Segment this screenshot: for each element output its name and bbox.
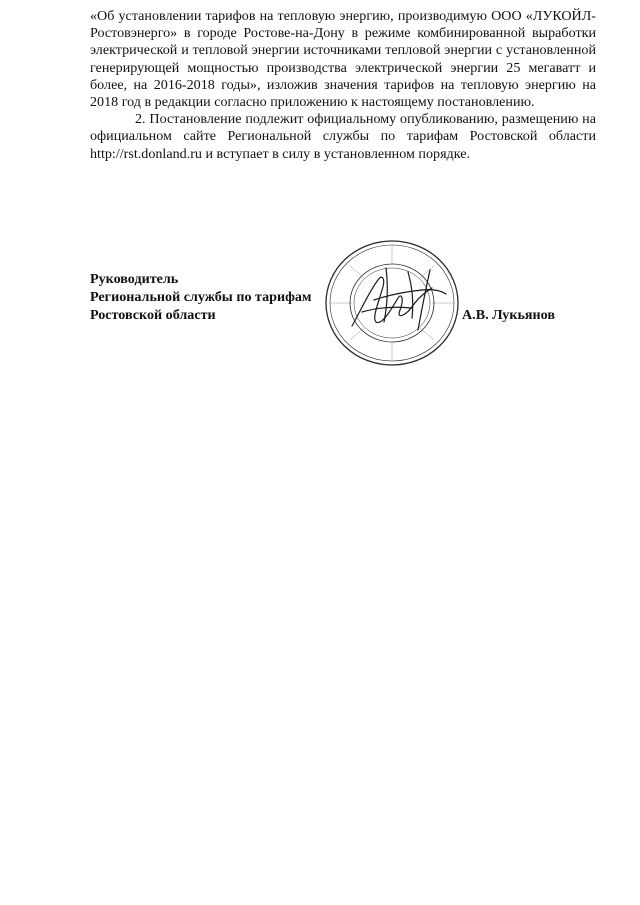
- signer-title-line-2: Региональной службы по тарифам: [90, 289, 312, 305]
- signature-block: [90, 270, 312, 324]
- signer-title-line-3: Ростовской области: [90, 307, 216, 323]
- signer-title-line-1: Руководитель: [90, 271, 179, 287]
- paragraph-1: «Об установлении тарифов на тепловую энергию, производимую ООО «ЛУКОЙЛ-Ростовэнерго» в городе Ростове-на-Дону в режиме комбинированной выработки электрической и тепловой энергии источниками тепловой энергии с установленной генерирующей мощностью производства электрической энергии 25 мегаватт и более, на 2016-2018 годы», изложив значения тарифов на тепловую энергию на 2018 год в редакции согласно приложению к настоящему постановлению.: [90, 8, 596, 111]
- paragraph-2: 2. Постановление подлежит официальному опубликованию, размещению на официальном сайте Региональной службы по тарифам Ростовской области http://rst.donland.ru и вступает в силу в установленном порядке.: [90, 111, 596, 162]
- document-body: [90, 8, 596, 163]
- signer-name: А.В. Лукьянов: [462, 307, 555, 323]
- official-seal: [322, 238, 462, 368]
